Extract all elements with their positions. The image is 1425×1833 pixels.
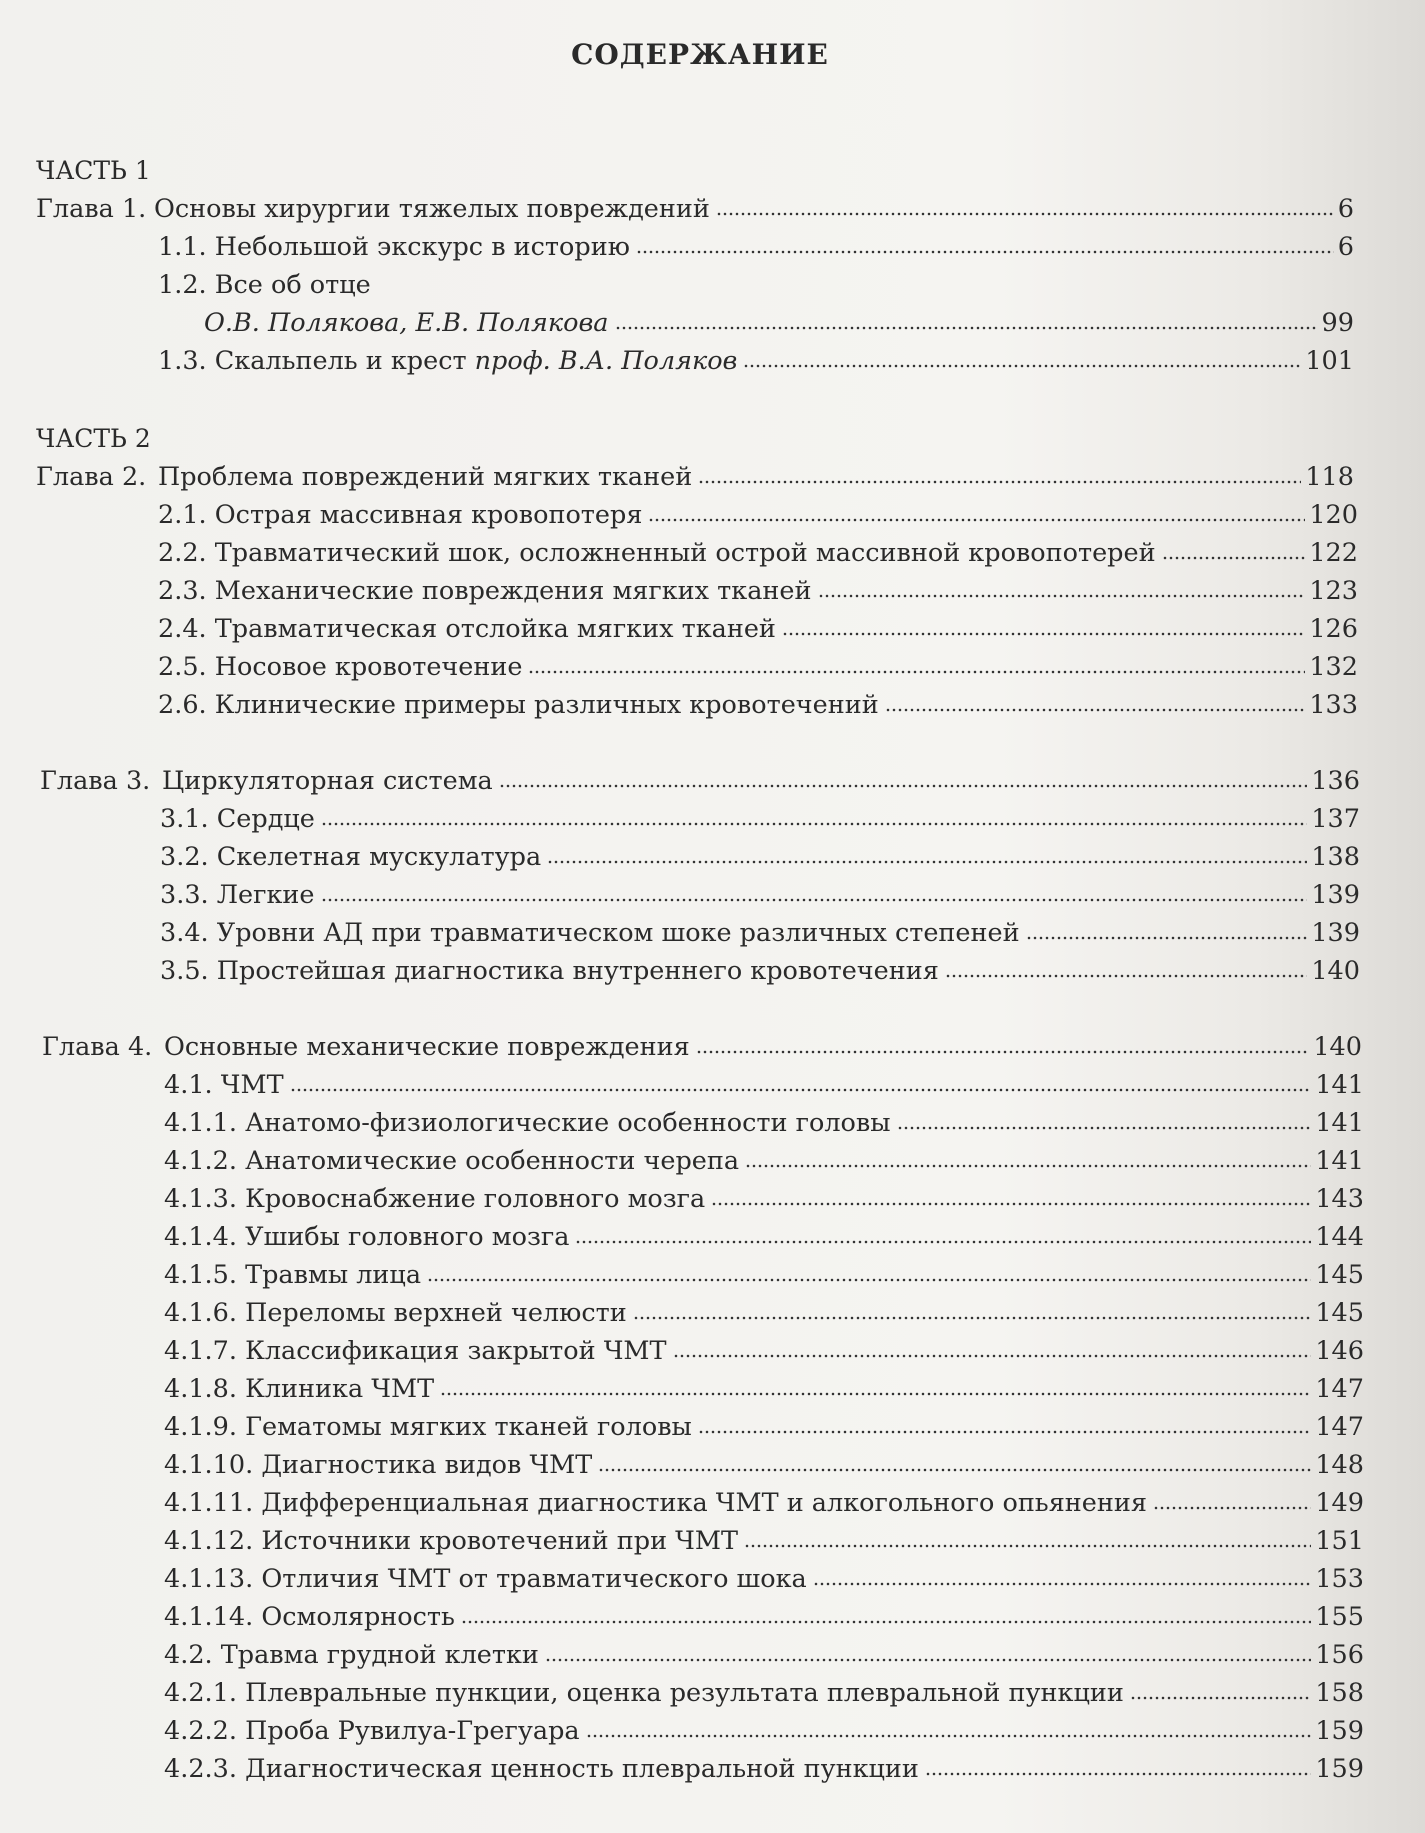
- page-number: 147: [1315, 1374, 1364, 1404]
- page-title: СОДЕРЖАНИЕ: [571, 38, 829, 71]
- page-number: 145: [1315, 1260, 1364, 1290]
- entry-title: 4.2.2. Проба Рувилуа-Грегуара: [164, 1716, 580, 1746]
- page-number: 118: [1305, 462, 1354, 492]
- leader-dots: [648, 517, 1305, 523]
- part-1-heading: ЧАСТЬ 1: [36, 156, 151, 185]
- toc-entry-1-3: [158, 340, 1354, 376]
- toc-entry-4-1-7: [164, 1330, 1364, 1366]
- leader-dots: [1130, 1695, 1311, 1701]
- page-number: 132: [1309, 652, 1358, 682]
- toc-entry-4-1-8: [164, 1368, 1364, 1404]
- page-number: 138: [1311, 842, 1360, 872]
- entry-title: Проблема повреждений мягких тканей: [158, 462, 693, 492]
- toc-entry-2-6: [158, 684, 1358, 720]
- entry-author: О.В. Полякова, Е.В. Полякова: [204, 308, 609, 338]
- leader-dots: [711, 1201, 1311, 1207]
- entry-title: 4.1.13. Отличия ЧМТ от травматического шока: [164, 1564, 807, 1594]
- toc-entry-2-4: [158, 608, 1358, 644]
- leader-dots: [545, 1657, 1311, 1663]
- entry-title: 4.1.8. Клиника ЧМТ: [164, 1374, 435, 1404]
- entry-title: 4.1.3. Кровоснабжение головного мозга: [164, 1184, 706, 1214]
- leader-dots: [696, 1049, 1310, 1055]
- page-number: 122: [1309, 538, 1358, 568]
- entry-title: 4.1.11. Дифференциальная диагностика ЧМТ и алкогольного опьянения: [164, 1488, 1147, 1518]
- toc-entry-3-2: [160, 836, 1360, 872]
- leader-dots: [615, 325, 1318, 331]
- page-number: 159: [1315, 1716, 1364, 1746]
- leader-dots: [598, 1467, 1311, 1473]
- entry-title: 4.1.2. Анатомические особенности черепа: [164, 1146, 740, 1176]
- page-number: 139: [1311, 918, 1360, 948]
- leader-dots: [586, 1733, 1312, 1739]
- entry-title: 4.1.4. Ушибы головного мозга: [164, 1222, 570, 1252]
- leader-dots: [575, 1239, 1311, 1245]
- page-number: 145: [1315, 1298, 1364, 1328]
- entry-title: 3.5. Простейшая диагностика внутреннего кровотечения: [160, 956, 939, 986]
- leader-dots: [1153, 1505, 1311, 1511]
- toc-entry-3-1: [160, 798, 1360, 834]
- leader-dots: [945, 973, 1308, 979]
- chapter-number: Глава 3.: [40, 766, 151, 796]
- page-number: 149: [1315, 1488, 1364, 1518]
- entry-title: 3.4. Уровни АД при травматическом шоке различных степеней: [160, 918, 1020, 948]
- toc-entry-3-3: [160, 874, 1360, 910]
- leader-dots: [716, 211, 1334, 217]
- toc-entry-2-5: [158, 646, 1358, 682]
- entry-title: 1.1. Небольшой экскурс в историю: [158, 232, 630, 262]
- toc-entry-4-1-11: [164, 1482, 1364, 1518]
- toc-entry-4-1-6: [164, 1292, 1364, 1328]
- leader-dots: [818, 593, 1306, 599]
- toc-entry-chapter-1: [36, 188, 1354, 224]
- page-number: 146: [1315, 1336, 1364, 1366]
- entry-title: 4.1.14. Осмолярность: [164, 1602, 455, 1632]
- page-number: 141: [1315, 1146, 1364, 1176]
- toc-entry-4-1-3: [164, 1178, 1364, 1214]
- entry-title: Основные механические повреждения: [164, 1032, 690, 1062]
- page-number: 143: [1315, 1184, 1364, 1214]
- leader-dots: [461, 1619, 1311, 1625]
- entry-title: 4.1.9. Гематомы мягких тканей головы: [164, 1412, 692, 1442]
- leader-dots: [321, 897, 1308, 903]
- toc-entry-chapter-4: [42, 1026, 1362, 1062]
- page-number: 139: [1311, 880, 1360, 910]
- page-number: 123: [1309, 576, 1358, 606]
- entry-title: 4.1.6. Переломы верхней челюсти: [164, 1298, 627, 1328]
- entry-title: 2.3. Механические повреждения мягких тканей: [158, 576, 812, 606]
- page-number: 151: [1315, 1526, 1364, 1556]
- page-number: 99: [1321, 308, 1354, 338]
- toc-entry-4-1-12: [164, 1520, 1364, 1556]
- chapter-number: Глава 4.: [42, 1032, 153, 1062]
- page-number: 144: [1315, 1222, 1364, 1252]
- leader-dots: [745, 1163, 1311, 1169]
- entry-title: 4.2.3. Диагностическая ценность плевральной пункции: [164, 1754, 919, 1784]
- leader-dots: [885, 707, 1306, 713]
- toc-entry-4-1-5: [164, 1254, 1364, 1290]
- leader-dots: [440, 1391, 1311, 1397]
- page-number: 133: [1309, 690, 1358, 720]
- toc-entry-chapter-3: [40, 760, 1360, 796]
- toc-entry-2-2: [158, 532, 1358, 568]
- toc-entry-2-3: [158, 570, 1358, 606]
- leader-dots: [528, 669, 1305, 675]
- leader-dots: [499, 783, 1308, 789]
- page-number: 141: [1315, 1108, 1364, 1138]
- toc-entry-4-2-1: [164, 1672, 1364, 1708]
- chapter-number: Глава 1.: [36, 194, 147, 224]
- toc-entry-4-1-10: [164, 1444, 1364, 1480]
- entry-title: 2.5. Носовое кровотечение: [158, 652, 523, 682]
- entry-title: 4.1.10. Диагностика видов ЧМТ: [164, 1450, 593, 1480]
- leader-dots: [673, 1353, 1312, 1359]
- leader-dots: [698, 1429, 1311, 1435]
- toc-entry-4-2-3: [164, 1748, 1364, 1784]
- leader-dots: [897, 1125, 1312, 1131]
- toc-entry-2-1: [158, 494, 1358, 530]
- page-number: 141: [1315, 1070, 1364, 1100]
- leader-dots: [744, 1543, 1311, 1549]
- page-number: 126: [1309, 614, 1358, 644]
- toc-entry-4-1-9: [164, 1406, 1364, 1442]
- entry-title: 4.1.5. Травмы лица: [164, 1260, 422, 1290]
- entry-title: 4.2.1. Плевральные пункции, оценка результата плевральной пункции: [164, 1678, 1124, 1708]
- entry-title: 2.6. Клинические примеры различных кровотечений: [158, 690, 879, 720]
- toc-entry-1-1: [158, 226, 1354, 262]
- leader-dots: [925, 1771, 1311, 1777]
- leader-dots: [547, 859, 1307, 865]
- leader-dots: [321, 821, 1307, 827]
- toc-entry-chapter-2: [36, 456, 1354, 492]
- leader-dots: [636, 249, 1334, 255]
- entry-title: 4.1.12. Источники кровотечений при ЧМТ: [164, 1526, 738, 1556]
- chapter-number: Глава 2.: [36, 462, 147, 492]
- toc-entry-4-1-1: [164, 1102, 1364, 1138]
- leader-dots: [813, 1581, 1312, 1587]
- leader-dots: [633, 1315, 1312, 1321]
- toc-entry-4-1-14: [164, 1596, 1364, 1632]
- page-number: 159: [1315, 1754, 1364, 1784]
- page-number: 148: [1315, 1450, 1364, 1480]
- entry-title: 2.4. Травматическая отслойка мягких тканей: [158, 614, 776, 644]
- entry-title: 3.3. Легкие: [160, 880, 315, 910]
- entry-title: 4.1.1. Анатомо-физиологические особенности головы: [164, 1108, 891, 1138]
- toc-entry-4-1: [164, 1064, 1364, 1100]
- leader-dots: [427, 1277, 1311, 1283]
- entry-title: 3.2. Скелетная мускулатура: [160, 842, 542, 872]
- leader-dots: [698, 479, 1301, 485]
- page-number: 140: [1313, 1032, 1362, 1062]
- toc-entry-3-4: [160, 912, 1360, 948]
- toc-entry-3-5: [160, 950, 1360, 986]
- entry-title: Циркуляторная система: [162, 766, 493, 796]
- entry-title: 4.2. Травма грудной клетки: [164, 1640, 539, 1670]
- page-number: 156: [1315, 1640, 1364, 1670]
- entry-author: проф. В.А. Поляков: [474, 346, 738, 376]
- toc-entry-4-2: [164, 1634, 1364, 1670]
- toc-entry-1-2: [158, 264, 1354, 300]
- page-number: 153: [1315, 1564, 1364, 1594]
- entry-title: 1.2. Все об отце: [158, 270, 371, 300]
- page-number: 6: [1337, 194, 1354, 224]
- toc-entry-4-2-2: [164, 1710, 1364, 1746]
- toc-entry-4-1-2: [164, 1140, 1364, 1176]
- entry-title: 3.1. Сердце: [160, 804, 315, 834]
- entry-title: 4.1.7. Классификация закрытой ЧМТ: [164, 1336, 667, 1366]
- page-number: 101: [1305, 346, 1354, 376]
- page-number: 140: [1311, 956, 1360, 986]
- leader-dots: [1026, 935, 1308, 941]
- toc-entry-1-2-authors: [204, 302, 1354, 338]
- page-number: 158: [1315, 1678, 1364, 1708]
- page-number: 6: [1337, 232, 1354, 262]
- entry-title: 2.1. Острая массивная кровопотеря: [158, 500, 643, 530]
- entry-title: 4.1. ЧМТ: [164, 1070, 284, 1100]
- leader-dots: [782, 631, 1305, 637]
- leader-dots: [743, 363, 1301, 369]
- page-number: 136: [1311, 766, 1360, 796]
- toc-entry-4-1-13: [164, 1558, 1364, 1594]
- entry-title: 1.3. Скальпель и крест: [158, 346, 467, 376]
- page-number: 120: [1309, 500, 1358, 530]
- toc-entry-4-1-4: [164, 1216, 1364, 1252]
- leader-dots: [290, 1087, 1312, 1093]
- entry-title: 2.2. Травматический шок, осложненный острой массивной кровопотерей: [158, 538, 1156, 568]
- leader-dots: [1162, 555, 1306, 561]
- entry-title: Основы хирургии тяжелых повреждений: [154, 194, 710, 224]
- part-2-heading: ЧАСТЬ 2: [36, 424, 151, 453]
- page-number: 155: [1315, 1602, 1364, 1632]
- page-number: 137: [1311, 804, 1360, 834]
- page-number: 147: [1315, 1412, 1364, 1442]
